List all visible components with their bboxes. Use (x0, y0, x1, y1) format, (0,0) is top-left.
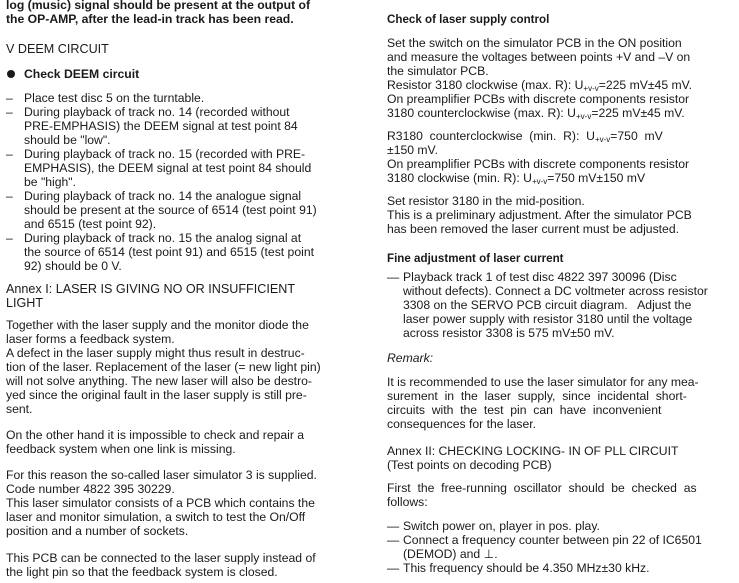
remark-line: It is recommended to use the laser simulator for any mea- (387, 375, 699, 389)
remark-label: Remark: (387, 351, 434, 365)
para3-line: Code number 4822 395 30229. (6, 482, 175, 496)
para2-line: feedback system when one link is missing. (6, 442, 236, 456)
free-running-line: First the free-running oscillator should be checked as (387, 481, 697, 495)
para3-line: This laser simulator consists of a PCB which contains the (6, 496, 315, 510)
step-line: During playback of track no. 14 the analogue signal (24, 189, 302, 203)
step-line: and 6515 (test point 92). (24, 217, 157, 231)
supply-note-line: Set resistor 3180 in the mid-position. (387, 194, 585, 208)
step-line: PRE-EMPHASIS) the DEEM signal at test point 84 (24, 119, 298, 133)
intro-line-2: the OP-AMP, after the lead-in track has been read. (6, 12, 294, 26)
annex-1-heading-cont: LIGHT (6, 296, 44, 310)
remark-line: surement in the laser supply, since incidental short- (387, 389, 687, 403)
supply-line: the simulator PCB. (387, 64, 489, 78)
resistor-max-line: Resistor 3180 clockwise (max. R): $U_{+v-v}=225$ mV±45 mV. (387, 78, 693, 93)
step-line: should be "low". (24, 133, 111, 147)
fine-line: laser power supply with resistor 3180 until the voltage (403, 312, 693, 326)
step-line: be "high". (24, 175, 77, 189)
para1-line: tion of the laser. Replacement of the laser (= new light pin) (6, 360, 321, 374)
para3-line: position and a number of sockets. (6, 524, 189, 538)
para1-line: yed since the original fault in the laser supply is still pre- (6, 388, 307, 402)
fine-adjustment-heading: Fine adjustment of laser current (387, 252, 564, 265)
para1-line: Together with the laser supply and the monitor diode the (6, 318, 309, 332)
dash-marker: — (387, 561, 400, 575)
para4-line: the light pin so that the feedback system is closed. (6, 565, 278, 579)
step-line: During playback of track no. 15 the analog signal at (24, 231, 302, 245)
step-line: During playback of track no. 15 (recorded with PRE- (24, 147, 306, 161)
check-deem-heading: Check DEEM circuit (24, 67, 140, 81)
intro-line-1: log (music) signal should be present at the output of (6, 0, 311, 12)
annex-2-heading: Annex II: CHECKING LOCKING- IN OF PLL CIRCUIT (387, 444, 679, 458)
para1-line: will not solve anything. The new laser will also be destro- (6, 374, 312, 388)
dash-marker: – (6, 105, 13, 119)
para1-line: laser forms a feedback system. (6, 332, 175, 346)
deem-circuit-heading: V DEEM CIRCUIT (6, 42, 109, 56)
dash-marker: — (387, 519, 400, 533)
para1-line: sent. (6, 402, 33, 416)
fine-line: across resistor 3308 is 575 mV±50 mV. (403, 326, 615, 340)
supply-line: and measure the voltages between points +V and –V on (387, 50, 691, 64)
supply-note-line: has been removed the laser current must be adjusted. (387, 222, 679, 236)
resistor-max-line: 3180 counterclockwise (max. R): $U_{+v-v}=225$ mV±45 mV. (387, 106, 685, 121)
resistor-max-line: On preamplifier PCBs with discrete components resistor (387, 92, 690, 106)
fine-line: Playback track 1 of test disc 4822 397 30096 (Disc (403, 270, 677, 284)
dash-marker: – (6, 91, 13, 105)
dash-marker: – (6, 147, 13, 161)
step-line: During playback of track no. 14 (recorded without (24, 105, 290, 119)
check-line: Switch power on, player in pos. play. (403, 519, 600, 533)
para2-line: On the other hand it is impossible to check and repair a (6, 428, 305, 442)
step-line: EMPHASIS), the DEEM signal at test point 84 should (24, 161, 312, 175)
resistor-min-line: ±150 mV. (387, 143, 438, 157)
step-line: 92) should be 0 V. (24, 259, 122, 273)
resistor-min-line: On preamplifier PCBs with discrete components resistor (387, 157, 690, 171)
resistor-min-line: 3180 clockwise (min. R): $U_{+v-v}=750$ mV±150 mV (387, 171, 646, 186)
supply-note-line: This is a preliminary adjustment. After the simulator PCB (387, 208, 692, 222)
check-line: Connect a frequency counter between pin 22 of IC6501 (403, 533, 702, 547)
dash-marker: — (387, 533, 400, 547)
step-line: the source of 6514 (test point 91) and 6515 (test point (24, 245, 314, 259)
annex-2-subheading: (Test points on decoding PCB) (387, 458, 552, 472)
fine-line: 3308 on the SERVO PCB circuit diagram. Adjust the (403, 298, 692, 312)
resistor-min-line: R3180 counterclockwise (min. R): $U_{+v-v}=750$ mV (387, 129, 663, 144)
para3-line: For this reason the so-called laser simulator 3 is supplied. (6, 468, 317, 482)
step-line: Place test disc 5 on the turntable. (24, 91, 205, 105)
dash-marker: — (387, 270, 400, 284)
dash-marker: – (6, 231, 13, 245)
supply-line: Set the switch on the simulator PCB in the ON position (387, 36, 682, 50)
check-line: This frequency should be 4.350 MHz±30 kHz. (403, 561, 650, 575)
dash-marker: – (6, 189, 13, 203)
para4-line: This PCB can be connected to the laser supply instead of (6, 551, 316, 565)
remark-line: consequences for the laser. (387, 417, 537, 431)
free-running-line: follows: (387, 495, 428, 509)
para1-line: A defect in the laser supply might thus result in destruc- (6, 346, 305, 360)
para3-line: laser and monitor simulation, a switch to test the On/Off (6, 510, 306, 524)
supply-control-heading: Check of laser supply control (387, 13, 550, 26)
annex-1-heading: Annex I: LASER IS GIVING NO OR INSUFFICIENT (6, 282, 296, 296)
fine-line: without defects). Connect a DC voltmeter across resistor (403, 284, 708, 298)
step-line: should be present at the source of 6514 (test point 91) (24, 203, 317, 217)
check-line: (DEMOD) and ⊥. (403, 547, 498, 561)
remark-line: circuits with the test pin can have inconvenient (387, 403, 662, 417)
bullet-icon (7, 70, 15, 78)
